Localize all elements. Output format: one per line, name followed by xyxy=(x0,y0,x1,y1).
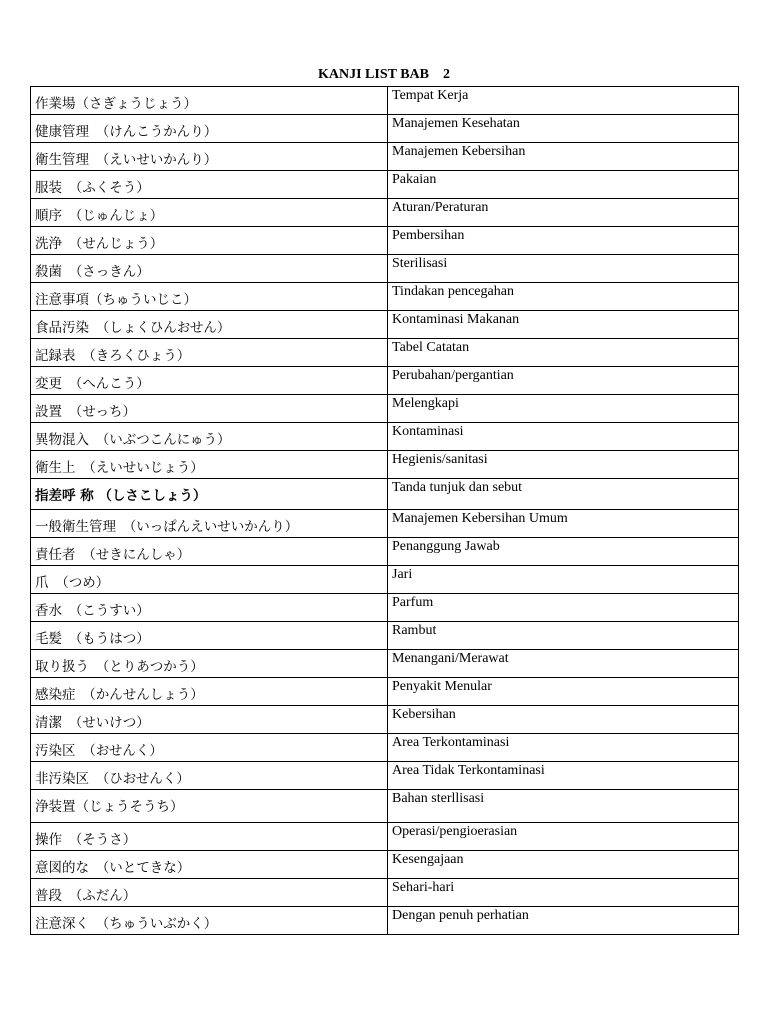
meaning-cell: Penanggung Jawab xyxy=(388,538,739,566)
meaning-cell: Area Tidak Terkontaminasi xyxy=(388,762,739,790)
meaning-cell: Penyakit Menular xyxy=(388,678,739,706)
table-row xyxy=(31,367,739,395)
kanji-reading-cell: 洗浄 （せんじょう） xyxy=(31,227,388,255)
kanji-reading-cell: 一般衛生管理 （いっぱんえいせいかんり） xyxy=(31,510,388,538)
table-row xyxy=(31,339,739,367)
meaning-cell: Jari xyxy=(388,566,739,594)
kanji-reading-cell: 衛生上 （えいせいじょう） xyxy=(31,451,388,479)
table-row xyxy=(31,851,739,879)
table-row xyxy=(31,622,739,650)
meaning-cell: Tempat Kerja xyxy=(388,87,739,115)
table-row xyxy=(31,907,739,935)
meaning-cell: Hegienis/sanitasi xyxy=(388,451,739,479)
table-row xyxy=(31,678,739,706)
table-row xyxy=(31,171,739,199)
kanji-reading-cell: 清潔 （せいけつ） xyxy=(31,706,388,734)
kanji-reading-cell: 意図的な （いとてきな） xyxy=(31,851,388,879)
kanji-reading-cell: 注意事項（ちゅういじこ） xyxy=(31,283,388,311)
meaning-cell: Manajemen Kebersihan Umum xyxy=(388,510,739,538)
table-row xyxy=(31,762,739,790)
meaning-cell: Operasi/pengioerasian xyxy=(388,823,739,851)
kanji-reading-cell: 指差呼 称 （しさこしょう） xyxy=(31,479,388,510)
meaning-cell: Sehari-hari xyxy=(388,879,739,907)
kanji-reading-cell: 記録表 （きろくひょう） xyxy=(31,339,388,367)
kanji-table-body xyxy=(31,87,739,935)
kanji-reading-cell: 異物混入 （いぶつこんにゅう） xyxy=(31,423,388,451)
meaning-cell: Kesengajaan xyxy=(388,851,739,879)
table-row xyxy=(31,143,739,171)
table-row xyxy=(31,395,739,423)
meaning-cell: Tindakan pencegahan xyxy=(388,283,739,311)
meaning-cell: Bahan sterllisasi xyxy=(388,790,739,823)
kanji-reading-cell: 服装 （ふくそう） xyxy=(31,171,388,199)
table-row xyxy=(31,311,739,339)
meaning-cell: Kontaminasi Makanan xyxy=(388,311,739,339)
meaning-cell: Manajemen Kesehatan xyxy=(388,115,739,143)
kanji-reading-cell: 普段 （ふだん） xyxy=(31,879,388,907)
table-row xyxy=(31,283,739,311)
table-row xyxy=(31,879,739,907)
meaning-cell: Pembersihan xyxy=(388,227,739,255)
kanji-reading-cell: 健康管理 （けんこうかんり） xyxy=(31,115,388,143)
table-row xyxy=(31,650,739,678)
table-row xyxy=(31,594,739,622)
meaning-cell: Perubahan/pergantian xyxy=(388,367,739,395)
meaning-cell: Parfum xyxy=(388,594,739,622)
table-row xyxy=(31,115,739,143)
meaning-cell: Kebersihan xyxy=(388,706,739,734)
table-row xyxy=(31,199,739,227)
table-row xyxy=(31,734,739,762)
meaning-cell: Melengkapi xyxy=(388,395,739,423)
meaning-cell: Manajemen Kebersihan xyxy=(388,143,739,171)
table-row xyxy=(31,823,739,851)
meaning-cell: Rambut xyxy=(388,622,739,650)
table-row xyxy=(31,423,739,451)
table-row xyxy=(31,706,739,734)
meaning-cell: Pakaian xyxy=(388,171,739,199)
table-row xyxy=(31,538,739,566)
meaning-cell: Aturan/Peraturan xyxy=(388,199,739,227)
kanji-reading-cell: 汚染区 （おせんく） xyxy=(31,734,388,762)
kanji-reading-cell: 浄装置（じょうそうち） xyxy=(31,790,388,823)
kanji-reading-cell: 食品汚染 （しょくひんおせん） xyxy=(31,311,388,339)
kanji-reading-cell: 香水 （こうすい） xyxy=(31,594,388,622)
meaning-cell: Kontaminasi xyxy=(388,423,739,451)
table-row xyxy=(31,479,739,510)
table-row xyxy=(31,255,739,283)
meaning-cell: Tanda tunjuk dan sebut xyxy=(388,479,739,510)
kanji-reading-cell: 作業場（さぎょうじょう） xyxy=(31,87,388,115)
table-row xyxy=(31,227,739,255)
kanji-reading-cell: 非汚染区 （ひおせんく） xyxy=(31,762,388,790)
kanji-reading-cell: 殺菌 （さっきん） xyxy=(31,255,388,283)
kanji-reading-cell: 設置 （せっち） xyxy=(31,395,388,423)
kanji-reading-cell: 変更 （へんこう） xyxy=(31,367,388,395)
page-title: KANJI LIST BAB 2 xyxy=(317,67,450,82)
kanji-reading-cell: 感染症 （かんせんしょう） xyxy=(31,678,388,706)
table-row xyxy=(31,790,739,823)
kanji-reading-cell: 取り扱う （とりあつかう） xyxy=(31,650,388,678)
table-row xyxy=(31,510,739,538)
kanji-reading-cell: 操作 （そうさ） xyxy=(31,823,388,851)
meaning-cell: Area Terkontaminasi xyxy=(388,734,739,762)
table-row xyxy=(31,87,739,115)
kanji-reading-cell: 爪 （つめ） xyxy=(31,566,388,594)
meaning-cell: Dengan penuh perhatian xyxy=(388,907,739,935)
kanji-reading-cell: 毛髪 （もうはつ） xyxy=(31,622,388,650)
kanji-reading-cell: 注意深く （ちゅういぶかく） xyxy=(31,907,388,935)
table-row xyxy=(31,451,739,479)
kanji-reading-cell: 責任者 （せきにんしゃ） xyxy=(31,538,388,566)
kanji-reading-cell: 衛生管理 （えいせいかんり） xyxy=(31,143,388,171)
meaning-cell: Sterilisasi xyxy=(388,255,739,283)
meaning-cell: Menangani/Merawat xyxy=(388,650,739,678)
table-row xyxy=(31,566,739,594)
kanji-reading-cell: 順序 （じゅんじょ） xyxy=(31,199,388,227)
meaning-cell: Tabel Catatan xyxy=(388,339,739,367)
kanji-vocabulary-table xyxy=(30,86,739,935)
